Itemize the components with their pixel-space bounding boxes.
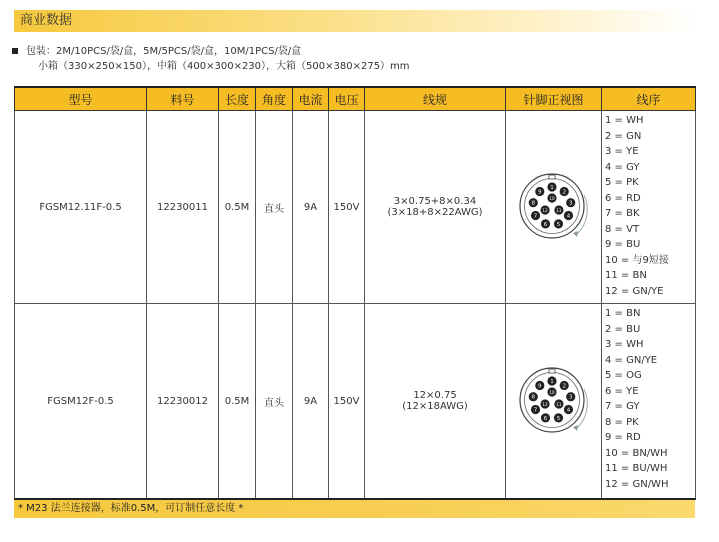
- footer-note: * M23 法兰连接器，标准0.5M，可订制任意长度 *: [14, 500, 695, 518]
- wiring-item: 3 = YE: [605, 146, 639, 157]
- wiring-item: 9 = RD: [605, 432, 641, 443]
- connector-pin-label: 10: [548, 196, 555, 201]
- wiring-item: 4 = GY: [605, 161, 640, 173]
- product-table: [14, 86, 696, 500]
- connector-pin-label: 8: [531, 394, 535, 401]
- cell-current: 9A: [293, 304, 329, 500]
- connector-pin-label: 1: [549, 185, 554, 191]
- wiring-item: 1 = WH: [605, 115, 644, 126]
- connector-pin-label: 6: [543, 415, 547, 422]
- wiring-item: 11 = BU/WH: [605, 463, 668, 474]
- cell-part-no: 12230012: [147, 304, 219, 500]
- connector-pin-label: 10: [548, 390, 555, 395]
- connector-pin-label: 2: [561, 189, 566, 196]
- wiring-item: 3 = WH: [605, 339, 644, 350]
- wiring-item: 5 = OG: [605, 370, 642, 381]
- cell-angle: 直头: [256, 304, 293, 500]
- wiring-item: 6 = YE: [605, 385, 639, 397]
- wiring-item: 1 = BN: [605, 308, 641, 319]
- cell-gauge: [365, 111, 506, 304]
- cell-part-no: 12230011: [147, 111, 219, 304]
- cell-voltage: 150V: [329, 304, 365, 500]
- connector-pin-label: 11: [555, 402, 562, 407]
- wiring-item: 4 = GN/YE: [605, 354, 658, 366]
- gauge-line-2: (3×18+8×22AWG): [387, 207, 483, 218]
- packaging-info: [26, 44, 410, 74]
- connector-pin-label: 2: [561, 383, 566, 390]
- connector-key-notch: [549, 369, 555, 373]
- gauge-line-2: (12×18AWG): [402, 401, 468, 412]
- header-angle: 角度: [256, 87, 293, 111]
- table-row: [15, 111, 696, 304]
- packaging-line-1: [26, 44, 410, 59]
- wiring-item: 10 = BN/WH: [605, 447, 668, 459]
- connector-pin-label: 7: [533, 407, 537, 414]
- cell-model: FGSM12F-0.5: [15, 304, 147, 500]
- cell-current: 9A: [293, 111, 329, 304]
- wiring-item: 8 = PK: [605, 416, 639, 428]
- connector-pin-label: 6: [543, 221, 547, 228]
- header-pin-view: 针脚正视图: [506, 87, 602, 111]
- connector-pin-diagram-icon: [512, 359, 596, 443]
- wiring-item: 12 = GN/YE: [605, 285, 664, 297]
- connector-pin-label: 7: [533, 213, 537, 220]
- wiring-item: 8 = VT: [605, 223, 640, 235]
- table-header-row: [15, 87, 696, 111]
- gauge-line-1: 3×0.75+8×0.34: [393, 196, 477, 207]
- cell-gauge: [365, 304, 506, 500]
- connector-pin-label: 4: [566, 213, 570, 220]
- connector-pin-label: 1: [549, 379, 554, 385]
- connector-pin-label: 5: [556, 221, 560, 228]
- wiring-item: 2 = BU: [605, 323, 641, 335]
- connector-pin-label: 5: [556, 415, 560, 422]
- wiring-item: 6 = RD: [605, 192, 641, 204]
- section-title: 商业数据: [14, 10, 695, 32]
- connector-pin-label: 9: [537, 189, 542, 196]
- wiring-item: 7 = BK: [605, 208, 640, 219]
- wiring-item: 9 = BU: [605, 239, 641, 250]
- packaging-line-2: 小箱（330×250×150），中箱（400×300×230），大箱（500×380×275）mm: [38, 61, 410, 72]
- header-part-no: 料号: [147, 87, 219, 111]
- cell-wiring: [602, 111, 696, 304]
- connector-pin-label: 12: [541, 208, 548, 213]
- packaging-text: 包装：2M/10PCS/袋/盒，5M/5PCS/袋/盒，10M/1PCS/袋/盒: [26, 46, 302, 57]
- cell-model: FGSM12.11F-0.5: [15, 111, 147, 304]
- cell-length: 0.5M: [219, 111, 256, 304]
- connector-pin-diagram-icon: [512, 165, 596, 249]
- connector-pin-label: 3: [568, 200, 572, 207]
- wiring-item: 11 = BN: [605, 270, 647, 281]
- cell-pin-view: [506, 304, 602, 500]
- cell-angle: 直头: [256, 111, 293, 304]
- bullet-icon: [12, 48, 18, 54]
- connector-key-notch: [549, 175, 555, 179]
- connector-pin-label: 9: [537, 383, 542, 390]
- connector-pin-label: 12: [541, 402, 548, 407]
- header-wiring: 线序: [602, 87, 696, 111]
- gauge-line-1: 12×0.75: [413, 390, 457, 401]
- wiring-item: 10 = 与9短接: [605, 254, 669, 266]
- wiring-item: 5 = PK: [605, 177, 639, 188]
- wiring-item: 7 = GY: [605, 401, 640, 412]
- header-voltage: 电压: [329, 87, 365, 111]
- header-gauge: 线规: [365, 87, 506, 111]
- wiring-item: 2 = GN: [605, 130, 642, 142]
- connector-pin-label: 3: [568, 394, 572, 401]
- connector-pin-label: 4: [566, 407, 570, 414]
- header-model: 型号: [15, 87, 147, 111]
- cell-voltage: 150V: [329, 111, 365, 304]
- header-length: 长度: [219, 87, 256, 111]
- connector-pin-label: 11: [555, 208, 562, 213]
- connector-pin-label: 8: [531, 200, 535, 207]
- cell-wiring: [602, 304, 696, 500]
- header-current: 电流: [293, 87, 329, 111]
- wiring-item: 12 = GN/WH: [605, 478, 669, 490]
- cell-pin-view: [506, 111, 602, 304]
- table-row: [15, 304, 696, 500]
- cell-length: 0.5M: [219, 304, 256, 500]
